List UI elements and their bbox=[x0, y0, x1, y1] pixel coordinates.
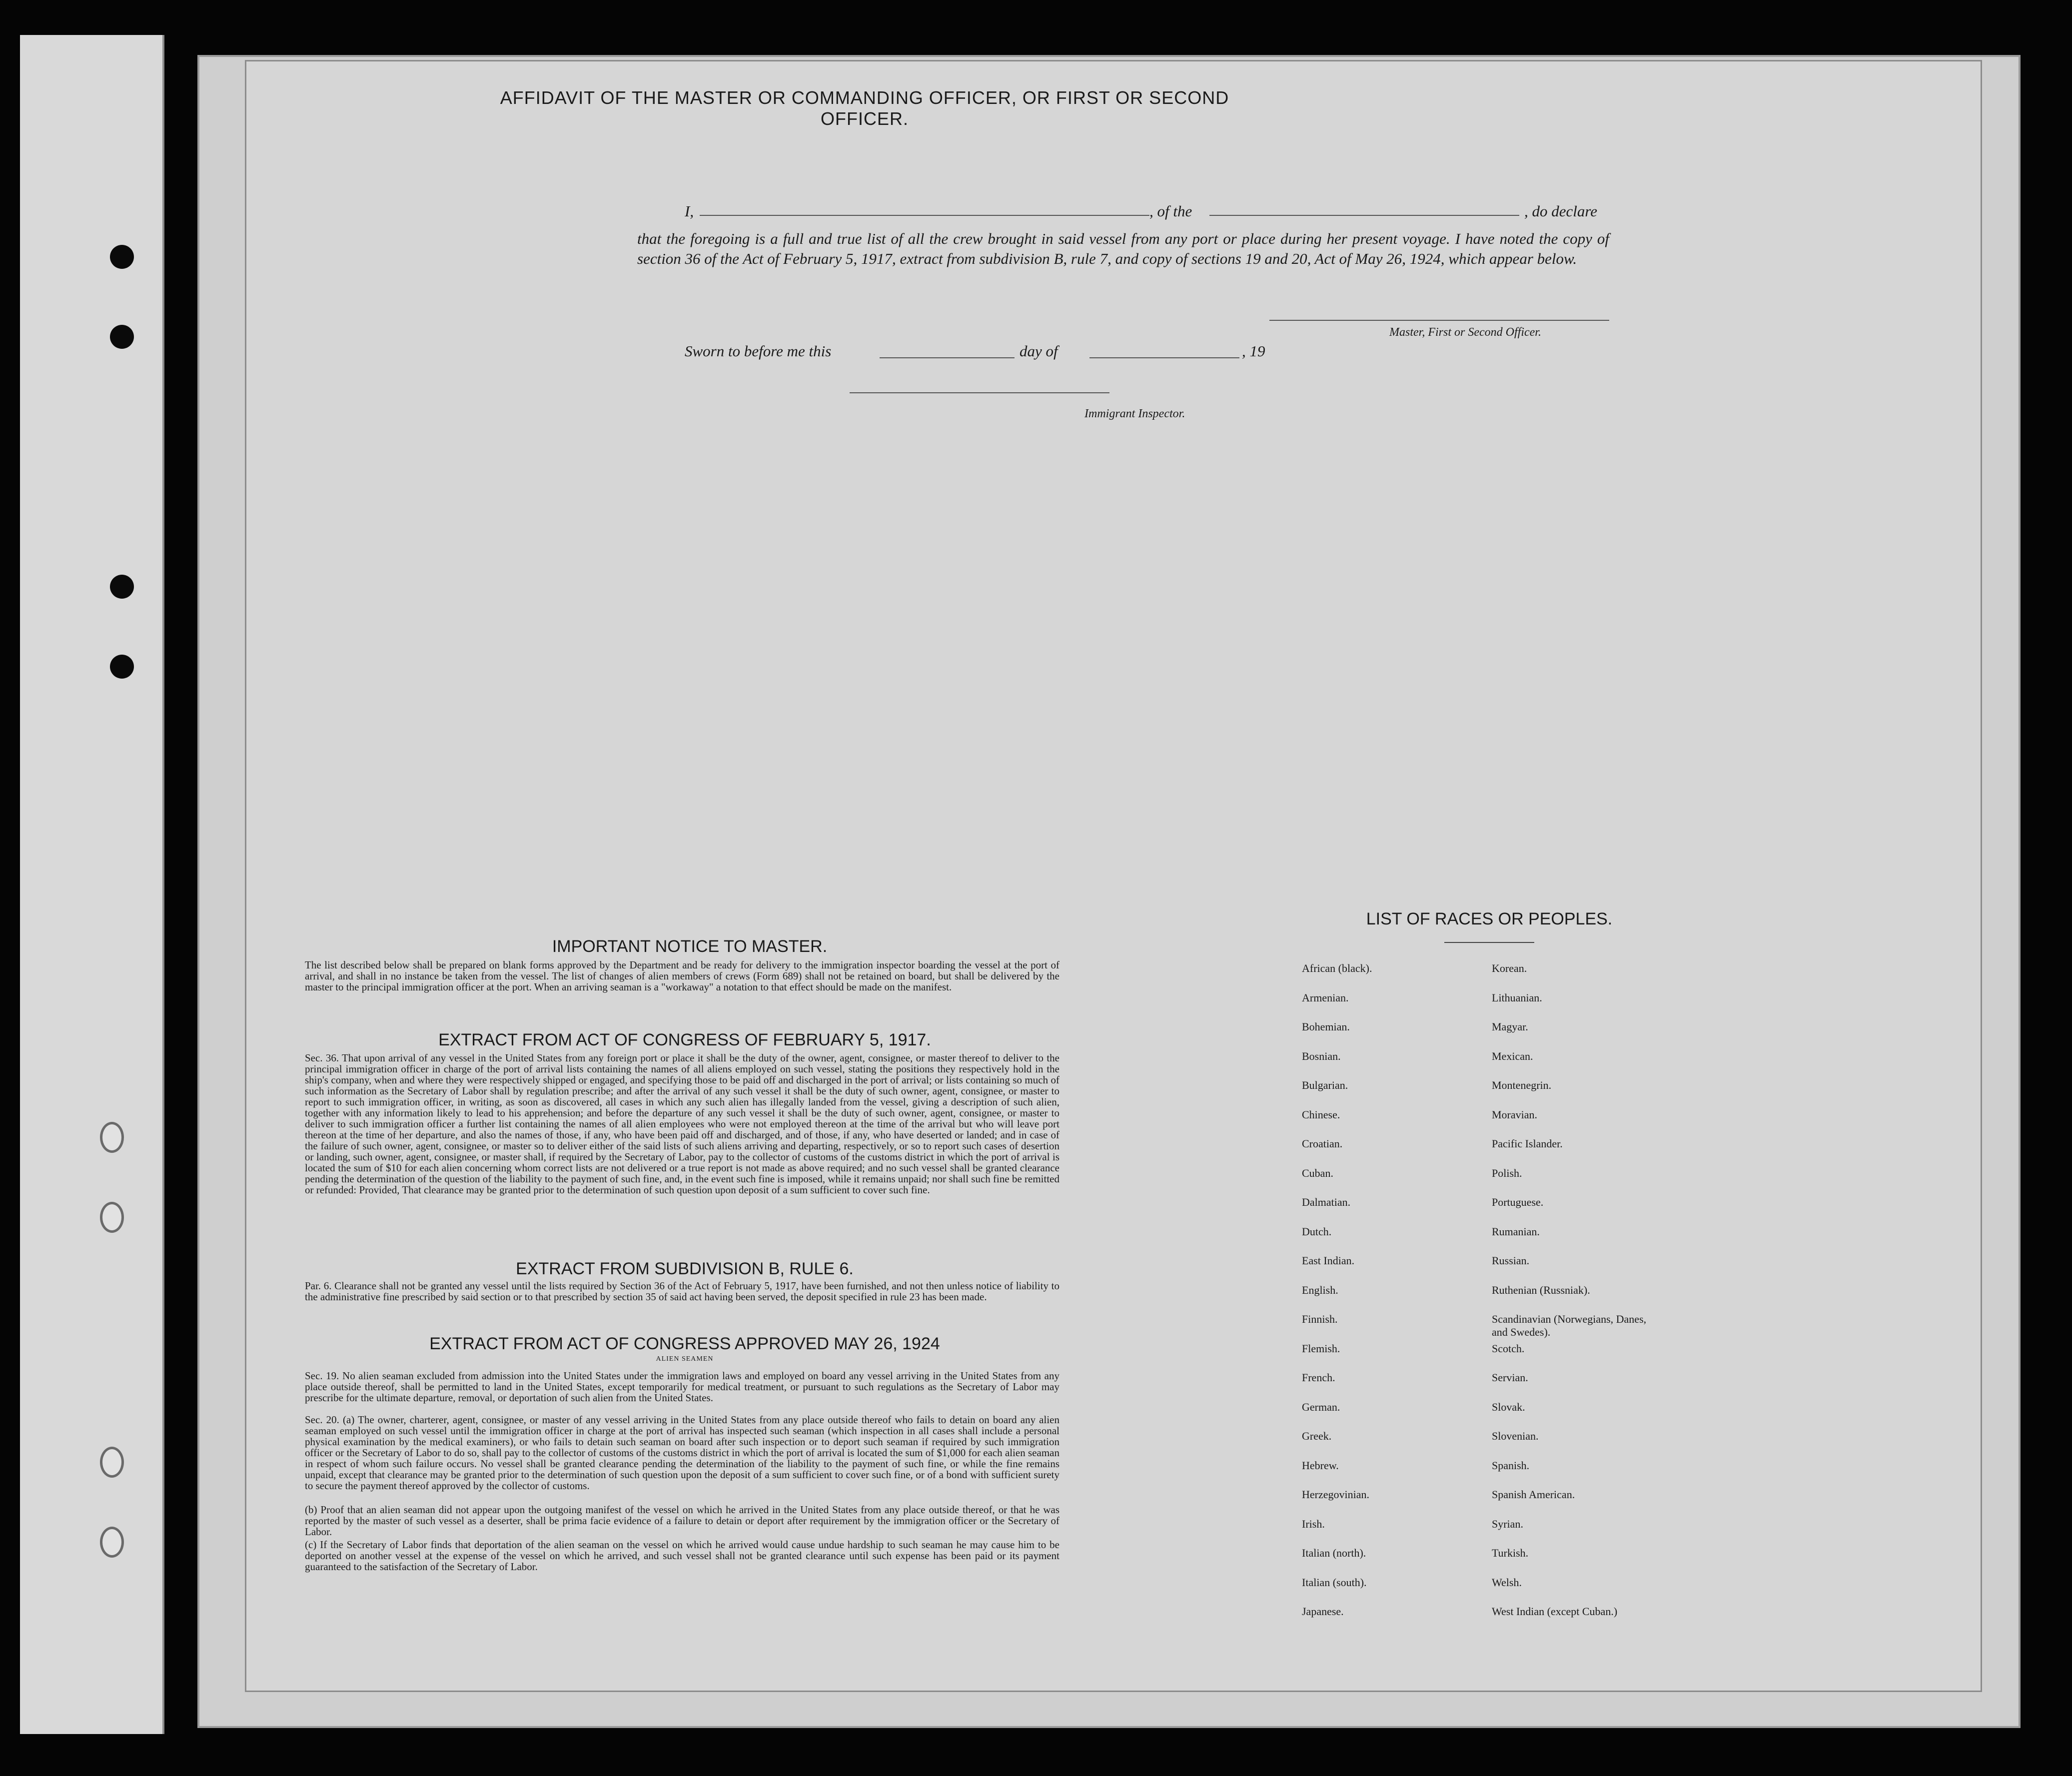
adjacent-page-strip bbox=[20, 35, 164, 1734]
race-item: Dalmatian. bbox=[1302, 1196, 1351, 1208]
year-label: , 19 bbox=[1242, 342, 1265, 360]
race-item: Greek. bbox=[1302, 1430, 1332, 1442]
race-item: Flemish. bbox=[1302, 1342, 1340, 1355]
race-item: Russian. bbox=[1492, 1254, 1530, 1267]
races-title: LIST OF RACES OR PEOPLES. bbox=[1366, 909, 1613, 928]
affidavit-statement: that the foregoing is a full and true list of all the crew brought in said vessel from any port or place during her present voyage. I have noted the copy of section 36 of the Act of February 5, 1917, extract from subdivision B, rule 7, and copy of sections 19 and 20, Act of May 26, 1924, which appear below. bbox=[637, 230, 1609, 267]
race-item: Herzegovinian. bbox=[1302, 1488, 1369, 1501]
race-item: German. bbox=[1302, 1400, 1340, 1413]
race-item: Cuban. bbox=[1302, 1166, 1333, 1179]
race-item: Slovak. bbox=[1492, 1400, 1525, 1413]
race-item: Moravian. bbox=[1492, 1108, 1538, 1121]
race-item: Portuguese. bbox=[1492, 1196, 1544, 1208]
sec20c-text: (c) If the Secretary of Labor finds that deportation of the alien seaman on the vessel on which he arrived would cause undue hardship to such seaman he may cause him to be deported on another vessel at the expense of the vessel on which he arrived, and such vessel shall not be granted clearance until such expense has been paid or its payment guaranteed to the satisfaction of the Secretary of Labor. bbox=[305, 1539, 1059, 1573]
race-item: Servian. bbox=[1492, 1371, 1528, 1384]
race-item: Ruthenian (Russniak). bbox=[1492, 1283, 1590, 1296]
race-item: Chinese. bbox=[1302, 1108, 1340, 1121]
race-item: Hebrew. bbox=[1302, 1459, 1339, 1472]
binding-ring-1 bbox=[100, 1122, 124, 1153]
name-line bbox=[700, 215, 1149, 216]
race-item: East Indian. bbox=[1302, 1254, 1355, 1267]
race-item: Turkish. bbox=[1492, 1547, 1529, 1559]
extract-1917-text: Sec. 36. That upon arrival of any vessel in the United States from any foreign port or place it shall be the duty of the owner, agent, consignee, or master thereof to deliver to the principal immigration officer in charge of the port of arrival lists containing the names of all aliens employed on such vessel, stating the positions they respectively hold in the ship's company, when and where they were respectively shipped or engaged, and specifying those to be paid off and discharged in the port of arrival; or lists containing so much of such information as the Secretary of Labor shall by regulation prescribe; and after the arrival of any such vessel it shall be the duty of such owner, agent, consignee, or master to report to such immigration officer, in writing, as soon as discovered, all cases in which any such alien has illegally landed from the vessel, giving a description of such alien, together with any information likely to lead to his apprehension; and before the departure of any such vessel it shall be the duty of such owner, agent, consignee, or master to deliver to such immigration officer a further list containing the names of all alien employees who were not employed thereon at the time of the arrival but who will leave port thereon at the time of her departure, and also the names of those, if any, who have been paid off and discharged, and of those, if any, who have deserted or landed; and in case of the failure of such owner, agent, consignee, or master so to deliver either of the said lists of such aliens arriving and departing, respectively, or so to report such cases of desertion or landing, such owner, agent, consignee, or master shall, if required by the Secretary of Labor, pay to the collector of customs of the customs district in which the port of arrival is located the sum of $10 for each alien concerning whom correct lists are not delivered or a true report is not made as above required; and no such vessel shall be granted clearance pending the determination of the question of the liability to the payment of such fine, and, in the event such fine is imposed, while it remains unpaid; nor shall such fine be remitted or refunded: Provided, That clearance may be granted prior to the determination of such question upon deposit of a sum sufficient to cover such fine. bbox=[305, 1052, 1059, 1196]
race-item: Montenegrin. bbox=[1492, 1079, 1552, 1091]
sworn-month-line bbox=[1089, 357, 1239, 358]
inspector-signature-line bbox=[850, 392, 1109, 393]
day-of-label: day of bbox=[1020, 342, 1058, 360]
race-item: West Indian (except Cuban.) bbox=[1492, 1605, 1618, 1618]
race-item: Lithuanian. bbox=[1492, 991, 1542, 1004]
sworn-label: Sworn to before me this bbox=[685, 342, 832, 360]
race-item: Scandinavian (Norwegians, Danes, and Swedes). bbox=[1492, 1313, 1647, 1338]
race-item: French. bbox=[1302, 1371, 1335, 1384]
affidavit-title: AFFIDAVIT OF THE MASTER OR COMMANDING OFFICER, OR FIRST OR SECOND OFFICER. bbox=[500, 87, 1229, 129]
sec20b-text: (b) Proof that an alien seaman did not appear upon the outgoing manifest of the vessel on which he arrived in the United States from any place outside thereof, or that he was reported by the master of such vessel as a deserter, shall be prima facie evidence of a failure to detain or deport after requirement by the immigration officer or the Secretary of Labor. bbox=[305, 1504, 1059, 1538]
binding-ring-3 bbox=[100, 1447, 124, 1478]
race-item: Pacific Islander. bbox=[1492, 1137, 1563, 1150]
subdivision-b-text: Par. 6. Clearance shall not be granted any vessel until the lists required by Section 36 of the Act of February 5, 1917, have been furnished, and not then unless notice of liability to the administrative fine prescribed by said section or to that prescribed by section 35 of said act having been served, the deposit specified in rule 23 has been made. bbox=[305, 1280, 1059, 1303]
race-item: African (black). bbox=[1302, 962, 1372, 974]
race-item: Syrian. bbox=[1492, 1517, 1523, 1530]
race-item: Mexican. bbox=[1492, 1049, 1533, 1062]
sec19-text: Sec. 19. No alien seaman excluded from admission into the United States under the immigration laws and employed on board any vessel arriving in the United States from any place outside thereof, shall be permitted to land in the United States, except temporarily for medical treatment, or pursuant to such regulations as the Secretary of Labor may prescribe for the ultimate departure, removal, or deportation of such alien from the United States. bbox=[305, 1370, 1059, 1404]
sworn-day-line bbox=[880, 357, 1015, 358]
notice-title: IMPORTANT NOTICE TO MASTER. bbox=[552, 937, 828, 956]
race-item: English. bbox=[1302, 1283, 1338, 1296]
race-item: Finnish. bbox=[1302, 1313, 1338, 1325]
race-item: Japanese. bbox=[1302, 1605, 1344, 1618]
binding-hole-1 bbox=[110, 245, 134, 269]
race-item: Bosnian. bbox=[1302, 1049, 1341, 1062]
do-declare-label: , do declare bbox=[1524, 202, 1598, 220]
race-item: Slovenian. bbox=[1492, 1430, 1539, 1442]
binding-hole-2 bbox=[110, 325, 134, 349]
race-item: Spanish. bbox=[1492, 1459, 1530, 1472]
affidavit-i-label: I, bbox=[685, 202, 694, 220]
binding-ring-4 bbox=[100, 1527, 124, 1558]
notice-text: The list described below shall be prepared on blank forms approved by the Department and be ready for delivery to the immigration inspector boarding the vessel at the port of arrival, and shall in no instance be taken from the vessel. The list of changes of alien members of crews (Form 689) shall not be retained on board, but shall be delivered by the master to the principal immigration officer at the port. When an arriving seaman is a "workaway" a notation to that effect should be made on the manifest. bbox=[305, 959, 1059, 993]
binding-hole-4 bbox=[110, 655, 134, 679]
master-signature-line bbox=[1269, 320, 1609, 321]
subdivision-b-title: EXTRACT FROM SUBDIVISION B, RULE 6. bbox=[516, 1259, 854, 1278]
vessel-line bbox=[1209, 215, 1519, 216]
race-item: Italian (south). bbox=[1302, 1576, 1367, 1589]
binding-ring-2 bbox=[100, 1202, 124, 1233]
race-item: Scotch. bbox=[1492, 1342, 1525, 1355]
race-item: Italian (north). bbox=[1302, 1547, 1366, 1559]
race-item: Irish. bbox=[1302, 1517, 1325, 1530]
extract-1924-subtitle: ALIEN SEAMEN bbox=[656, 1355, 714, 1363]
race-item: Bulgarian. bbox=[1302, 1079, 1348, 1091]
extract-1917-title: EXTRACT FROM ACT OF CONGRESS OF FEBRUARY 5, 1917. bbox=[438, 1030, 931, 1049]
race-item: Polish. bbox=[1492, 1166, 1522, 1179]
races-title-rule bbox=[1444, 942, 1534, 943]
of-the-label: , of the bbox=[1149, 202, 1192, 220]
race-item: Croatian. bbox=[1302, 1137, 1343, 1150]
binding-hole-3 bbox=[110, 575, 134, 599]
inspector-caption: Immigrant Inspector. bbox=[1084, 407, 1185, 420]
sec20a-text: Sec. 20. (a) The owner, charterer, agent, consignee, or master of any vessel arriving in the United States from any place outside thereof who fails to detain on board any alien seaman employed on such vessel until the immigration officer in charge at the port of arrival has inspected such seaman (which inspection in all cases shall include a personal physical examination by the medical examiners), or who fails to detain such seaman on board after such inspection or to deport such seaman if required by such immigration officer or the Secretary of Labor to do so, shall pay to the collector of customs of the customs district in which the port of arrival is located the sum of $1,000 for each alien seaman in respect of whom such failure occurs. No vessel shall be granted clearance pending the determination of the liability to the payment of such fine, or while the fine remains unpaid, except that clearance may be granted prior to the determination of such question upon the deposit of a sum sufficient to cover such fine, or of a bond with sufficient surety to secure the payment thereof approved by the collector of customs. bbox=[305, 1414, 1059, 1492]
race-item: Spanish American. bbox=[1492, 1488, 1575, 1501]
race-item: Dutch. bbox=[1302, 1225, 1332, 1238]
race-item: Bohemian. bbox=[1302, 1020, 1350, 1033]
race-item: Welsh. bbox=[1492, 1576, 1522, 1589]
race-item: Armenian. bbox=[1302, 991, 1349, 1004]
extract-1924-title: EXTRACT FROM ACT OF CONGRESS APPROVED MAY 26, 1924 bbox=[429, 1334, 940, 1353]
master-caption: Master, First or Second Officer. bbox=[1389, 326, 1541, 339]
race-item: Korean. bbox=[1492, 962, 1527, 974]
race-item: Magyar. bbox=[1492, 1020, 1528, 1033]
race-item: Rumanian. bbox=[1492, 1225, 1540, 1238]
